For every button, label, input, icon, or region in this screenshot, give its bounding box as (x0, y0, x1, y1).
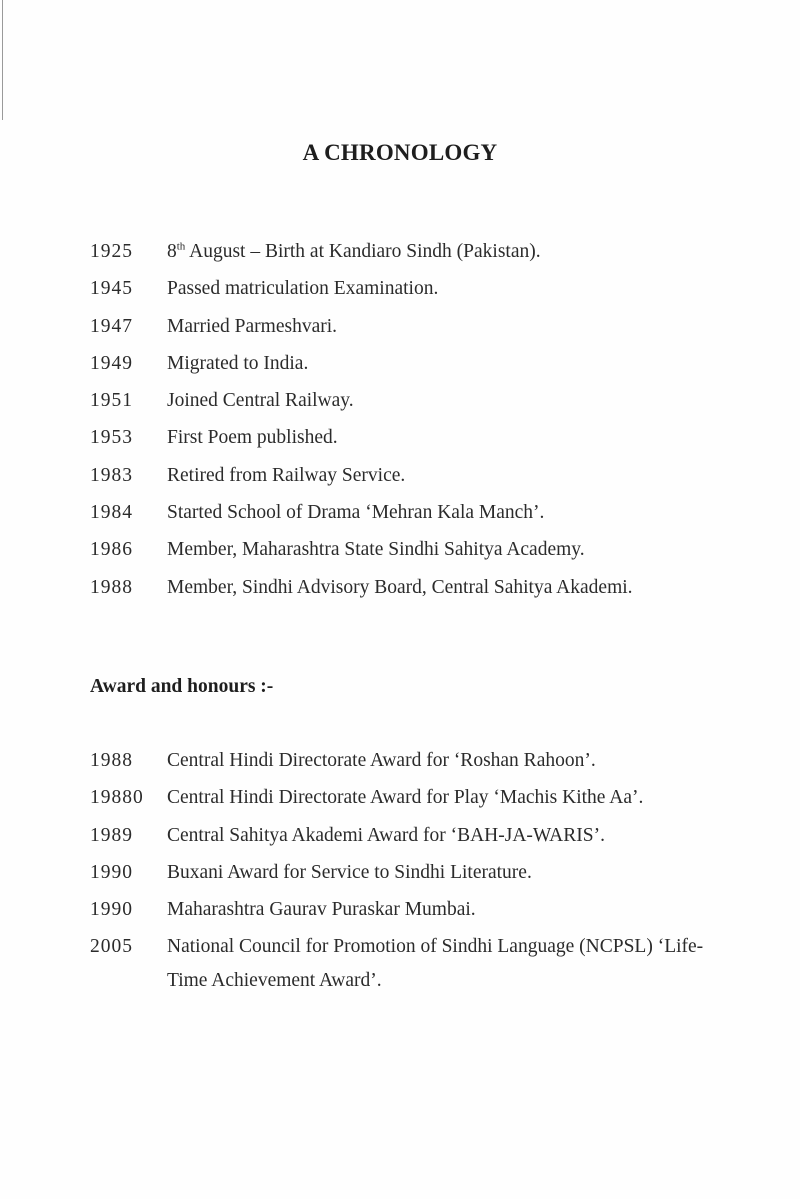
entry-text (167, 235, 730, 269)
entry-year: 1983 (90, 464, 133, 486)
award-entry (90, 819, 730, 853)
entry-year: 1986 (90, 539, 133, 561)
entry-text: Member, Maharashtra State Sindhi Sahitya Academy. (167, 539, 585, 561)
chronology-entry (90, 310, 730, 344)
entry-year: 1947 (90, 315, 133, 337)
chronology-entry (90, 421, 730, 455)
entry-year: 1925 (90, 241, 133, 262)
entry-year: 1988 (90, 750, 133, 771)
entry-text: Member, Sindhi Advisory Board, Central Sahitya Akademi. (167, 576, 633, 598)
award-entry (90, 930, 730, 998)
entry-year: 1945 (90, 278, 133, 300)
entry-year: 1953 (90, 427, 133, 449)
entry-year: 1989 (90, 824, 133, 846)
page-edge-line (2, 0, 3, 120)
entry-text: Migrated to India. (167, 352, 309, 374)
chronology-list (90, 235, 730, 608)
chronology-entry (90, 459, 730, 493)
awards-heading: Award and honours :- (90, 676, 274, 697)
entry-year: 1951 (90, 390, 133, 412)
entry-year: 1984 (90, 502, 133, 524)
chronology-entry (90, 235, 730, 269)
page-title: A CHRONOLOGY (302, 140, 498, 165)
entry-text: Joined Central Railway. (167, 390, 354, 412)
entry-year: 1949 (90, 352, 133, 374)
chronology-entry (90, 496, 730, 530)
entry-text: Maharashtra Gaurav Puraskar Mumbai. (167, 899, 476, 921)
entry-day: 8 (167, 241, 177, 262)
entry-text: Married Parmeshvari. (167, 315, 338, 337)
entry-text: Central Hindi Directorate Award for ‘Roshan Rahoon’. (167, 750, 596, 771)
entry-year: 19880 (90, 787, 144, 809)
award-entry (90, 856, 730, 890)
entry-text: Started School of Drama ‘Mehran Kala Manch’. (167, 502, 545, 524)
entry-text: Retired from Railway Service. (167, 464, 406, 486)
entry-text: Central Hindi Directorate Award for Play ‘Machis Kithe Aa’. (167, 787, 644, 809)
entry-text: First Poem published. (167, 427, 338, 449)
award-entry (90, 781, 730, 815)
chronology-entry (90, 384, 730, 418)
entry-text: Buxani Award for Service to Sindhi Literature. (167, 861, 532, 883)
entry-year: 1990 (90, 899, 133, 921)
chronology-entry (90, 533, 730, 567)
award-entry (90, 893, 730, 927)
entry-year: 1990 (90, 861, 133, 883)
chronology-entry (90, 571, 730, 605)
entry-year: 2005 (90, 936, 133, 958)
entry-text: National Council for Promotion of Sindhi Language (NCPSL) ‘Life-Time Achievement Award’. (167, 936, 704, 992)
award-entry (90, 744, 730, 778)
chronology-entry (90, 347, 730, 381)
entry-text: Central Sahitya Akademi Award for ‘BAH-JA-WARIS’. (167, 824, 605, 846)
chronology-entry (90, 272, 730, 306)
entry-ordinal-suffix: th (176, 240, 186, 253)
entry-year: 1988 (90, 576, 133, 598)
entry-description: August – Birth at Kandiaro Sindh (Pakistan). (185, 241, 541, 262)
awards-list (90, 744, 730, 1002)
entry-text: Passed matriculation Examination. (167, 278, 439, 300)
